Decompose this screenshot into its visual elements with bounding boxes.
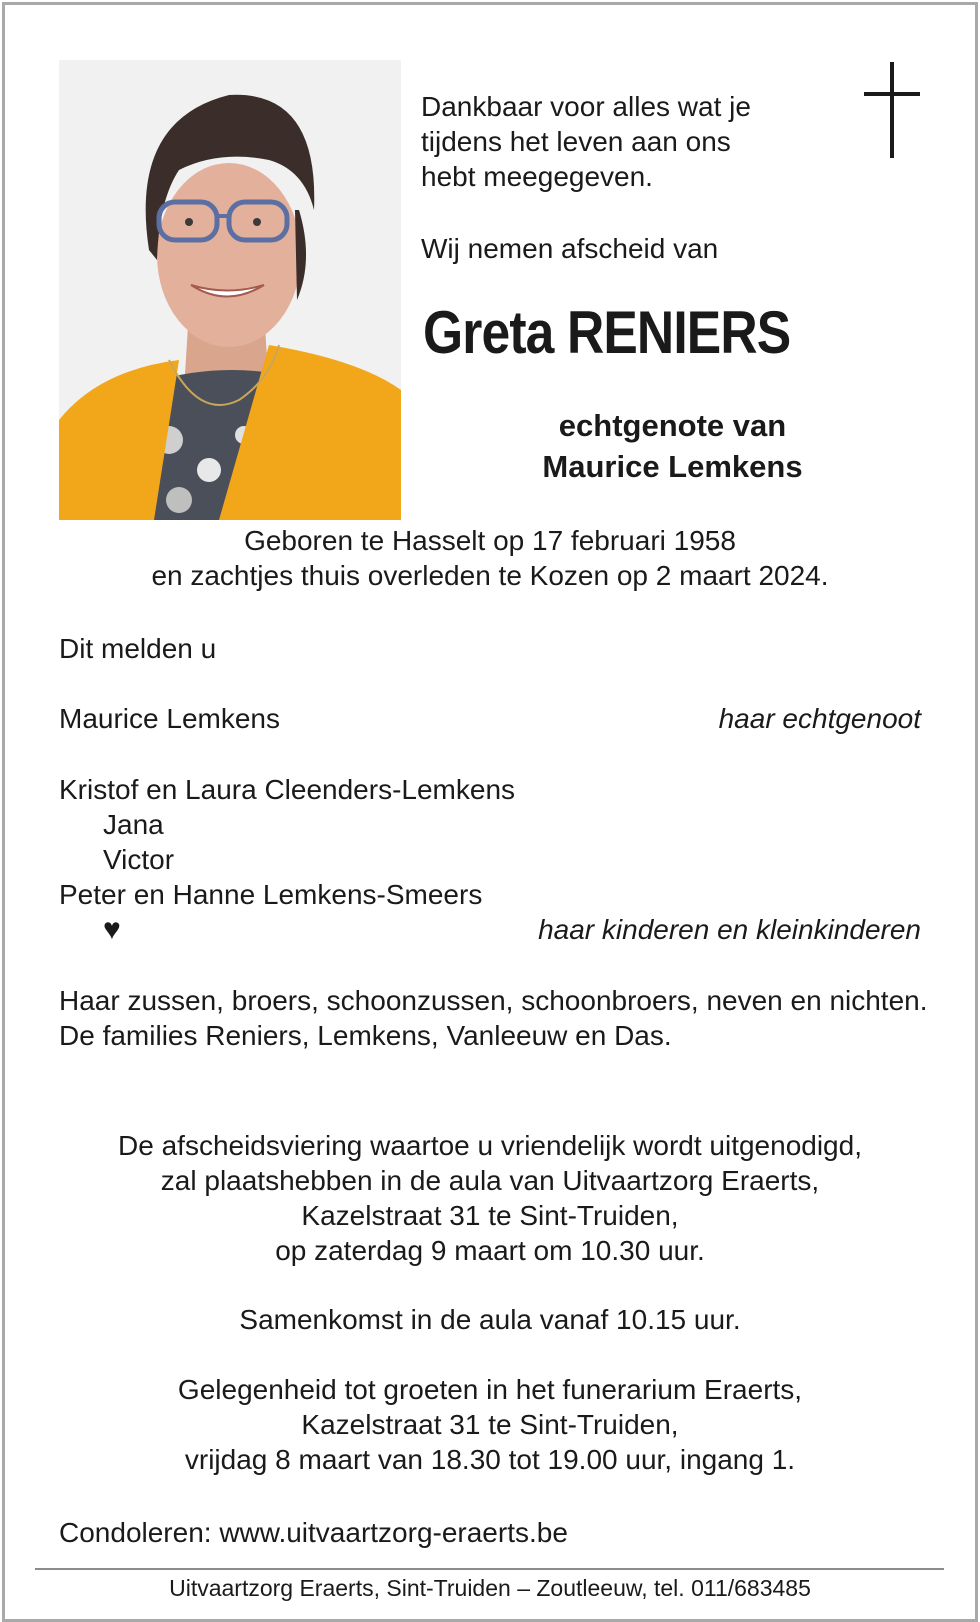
announce-line: Dit melden u <box>59 633 217 664</box>
ceremony-line: De afscheidsviering waartoe u vriendelijk wordt uitgenodigd, <box>118 1130 862 1161</box>
footer-text: Uitvaartzorg Eraerts, Sint-Truiden – Zoutleeuw, tel. 011/683485 <box>169 1575 811 1601</box>
child-family: Peter en Hanne Lemkens-Smeers <box>59 879 483 910</box>
children-role: haar kinderen en kleinkinderen <box>538 914 921 945</box>
ceremony-line: Kazelstraat 31 te Sint-Truiden, <box>301 1200 679 1231</box>
grandchild: Victor <box>103 844 175 875</box>
death-line: en zachtjes thuis overleden te Kozen op 2 maart 2024. <box>151 560 829 591</box>
spouse-name: Maurice Lemkens <box>542 449 803 484</box>
visit-line: Gelegenheid tot groeten in het funerarium Eraerts, <box>177 1374 803 1405</box>
visit-block <box>0 1372 980 1477</box>
deceased-name: Greta RENIERS <box>423 299 791 366</box>
portrait-photo <box>59 60 401 520</box>
visit-line: Kazelstraat 31 te Sint-Truiden, <box>301 1409 679 1440</box>
birth-line: Geboren te Hasselt op 17 februari 1958 <box>244 525 736 556</box>
visit-line: vrijdag 8 maart van 18.30 tot 19.00 uur, ingang 1. <box>184 1444 796 1475</box>
intro-line: Dankbaar voor alles wat je <box>421 91 751 122</box>
grandchild: Jana <box>103 809 164 840</box>
intro-text <box>421 89 841 194</box>
child-family: Kristof en Laura Cleenders-Lemkens <box>59 774 516 805</box>
family-line: Haar zussen, broers, schoonzussen, schoonbroers, neven en nichten. <box>59 985 928 1016</box>
family-line: De families Reniers, Lemkens, Vanleeuw en Das. <box>59 1020 672 1051</box>
intro-line: tijdens het leven aan ons <box>421 126 731 157</box>
footer-divider <box>35 1568 944 1570</box>
ceremony-line: op zaterdag 9 maart om 10.30 uur. <box>275 1235 705 1266</box>
birth-death-block <box>0 523 980 593</box>
husband-name: Maurice Lemkens <box>59 703 280 734</box>
children-row <box>59 772 921 912</box>
husband-row <box>59 701 921 736</box>
farewell-line: Wij nemen afscheid van <box>421 233 719 264</box>
spouse-block <box>500 405 845 487</box>
condolences-link[interactable]: Condoleren: www.uitvaartzorg-eraerts.be <box>59 1517 568 1548</box>
heart-icon: ♥ <box>103 913 121 946</box>
husband-role: haar echtgenoot <box>718 703 921 734</box>
ceremony-block <box>0 1128 980 1268</box>
intro-line: hebt meegegeven. <box>421 161 653 192</box>
gathering-line: Samenkomst in de aula vanaf 10.15 uur. <box>239 1304 741 1335</box>
latin-cross-icon <box>864 62 920 158</box>
extended-family <box>59 983 929 1053</box>
ceremony-line: zal plaatshebben in de aula van Uitvaartzorg Eraerts, <box>160 1165 820 1196</box>
spouse-relation: echtgenote van <box>558 408 787 443</box>
